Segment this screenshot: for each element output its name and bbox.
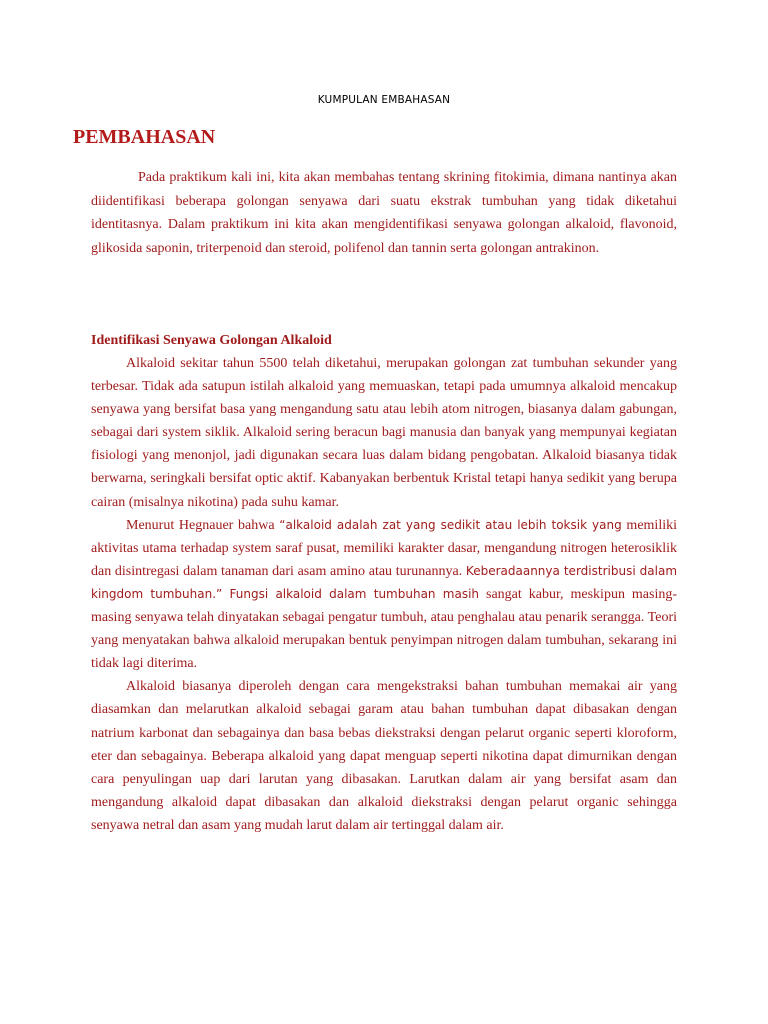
paragraph-hegnauer-middle: memiliki aktivitas utama terhadap system saraf pusat, memiliki karakter dasar, mengandung nitrogen heterosiklik dan disintregasi dalam tanaman dari asam amino atau turunannya. <box>91 517 677 579</box>
alkaloid-section <box>91 329 677 837</box>
section-heading: Identifikasi Senyawa Golongan Alkaloid <box>91 333 332 348</box>
page-title: PEMBAHASAN <box>73 126 216 148</box>
hegnauer-quote-start: “alkaloid adalah zat yang sedikit atau lebih toksik yang <box>279 517 622 532</box>
intro-paragraph: Pada praktikum kali ini, kita akan membahas tentang skrining fitokimia, dimana nantinya akan diidentifikasi beberapa golongan senyawa dari suatu ekstrak tumbuhan yang tidak diketahui identitasnya. Dalam praktikum ini kita akan mengidentifikasi senyawa golongan alkaloid, flavonoid, glikosida saponin, triterpenoid dan steroid, polifenol dan tannin serta golongan antrakinon. <box>91 170 677 256</box>
paragraph-hegnauer <box>91 514 677 676</box>
page-header: KUMPULAN EMBAHASAN <box>317 94 451 106</box>
hegnauer-quote-end: Keberadaannya terdistribusi dalam kingdom tumbuhan.” Fungsi alkaloid dalam tumbuhan masih <box>91 563 678 601</box>
paragraph-alkaloid-intro: Alkaloid sekitar tahun 5500 telah diketahui, merupakan golongan zat tumbuhan sekunder yang terbesar. Tidak ada satupun istilah alkaloid yang memuaskan, tetapi pada umumnya alkaloid mencakup senyawa yang bersifat basa yang mengandung satu atau lebih atom nitrogen, biasanya dalam gabungan, sebagai dari system siklik. Alkaloid sering beracun bagi manusia dan banyak yang mempunyai kegiatan fisiologi yang menonjol, jadi digunakan secara luas dalam bidang pengobatan. Alkaloid biasanya tidak berwarna, seringkali bersifat optic aktif. Kabanyakan berbentuk Kristal tetapi hanya sedikit yang berupa cairan (misalnya nikotina) pada suhu kamar. <box>91 356 677 510</box>
paragraph-extraction: Alkaloid biasanya diperoleh dengan cara mengekstraksi bahan tumbuhan memakai air yang diasamkan dan melarutkan alkaloid sebagai garam atau bahan tumbuhan dapat dibasakan dengan natrium karbonat dan sebagainya dan basa bebas diekstraksi dengan pelarut organic seperti kloroform, eter dan sebagainya. Beberapa alkaloid yang dapat menguap seperti nikotina dapat dimurnikan dengan cara penyulingan uap dari larutan yang dibasakan. Larutkan dalam air yang bersifat asam dan mengandung alkaloid dapat dibasakan dan alkaloid diekstraksi dengan pelarut organic sehingga senyawa netral dan asam yang mudah larut dalam air tertinggal dalam air. <box>91 679 677 833</box>
paragraph-hegnauer-tail: sangat kabur, meskipun masing-masing senyawa telah dinyatakan sebagai pengatur tumbuh, atau penghalau atau penarik serangga. Teori yang menyatakan bahwa alkaloid merupakan bentuk penyimpan nitrogen dalam tumbuhan, sekarang ini tidak lagi diterima. <box>91 586 677 672</box>
paragraph-hegnauer-lead: Menurut Hegnauer bahwa <box>126 517 280 533</box>
